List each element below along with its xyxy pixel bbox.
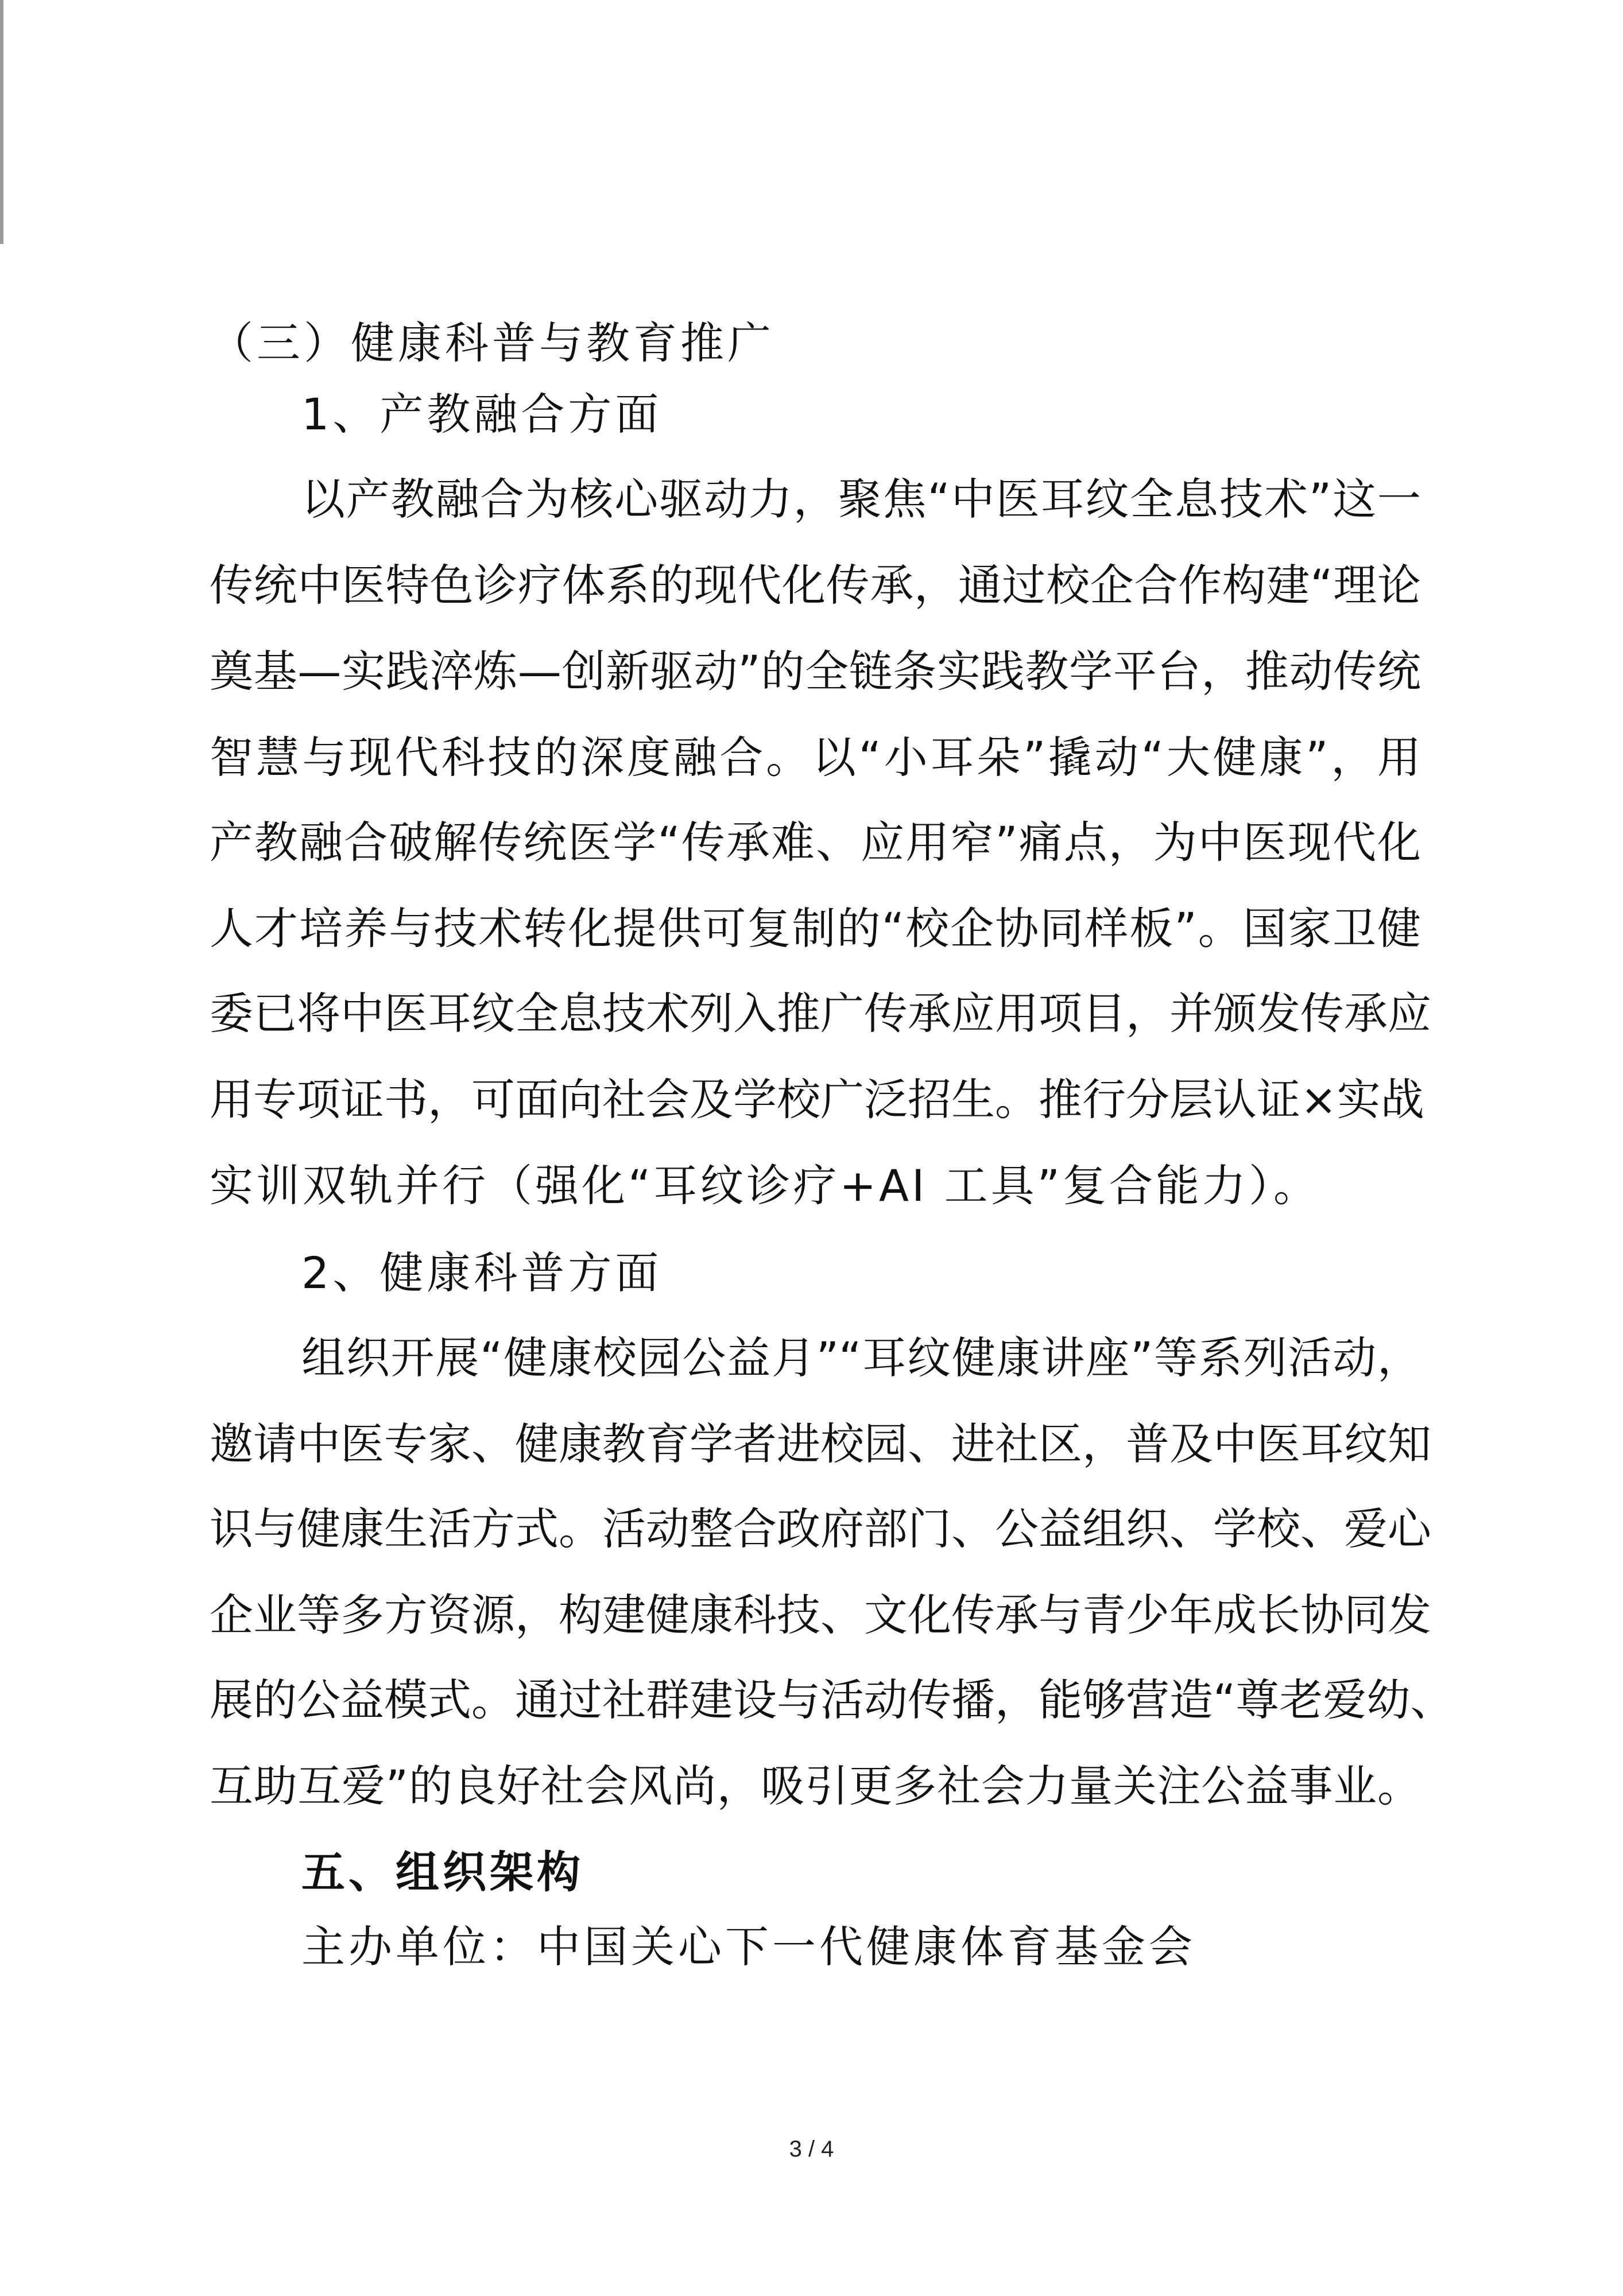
subsection-heading: 2、健康科普方面 [301, 1247, 663, 1298]
paragraph-line: 用专项证书，可面向社会及学校广泛招生。推行分层认证×实战 [210, 1074, 1424, 1125]
paragraph-line: 企业等多方资源，构建健康科技、文化传承与青少年成长协同发 [210, 1589, 1431, 1640]
paragraph-line: 组织开展“健康校园公益月”“耳纹健康讲座”等系列活动， [301, 1332, 1421, 1383]
paragraph-line: 邀请中医专家、健康教育学者进校园、进社区，普及中医耳纹知 [210, 1418, 1431, 1469]
scan-edge [0, 0, 3, 244]
paragraph-line: 互助互爱”的良好社会风尚，吸引更多社会力量关注公益事业。 [210, 1760, 1421, 1812]
paragraph-line: 智慧与现代科技的深度融合。以“小耳朵”撬动“大健康”，用 [210, 732, 1421, 783]
paragraph-line: 以产教融合为核心驱动力，聚焦“中医耳纹全息技术”这一 [301, 474, 1421, 525]
paragraph-line: 实训双轨并行（强化“耳纹诊疗+AI 工具”复合能力）。 [210, 1160, 1320, 1211]
paragraph-line: 产教融合破解传统医学“传承难、应用窄”痛点，为中医现代化 [210, 817, 1421, 868]
paragraph-line: 传统中医特色诊疗体系的现代化传承，通过校企合作构建“理论 [210, 560, 1421, 611]
section-heading: （三）健康科普与教育推广 [210, 317, 774, 369]
paragraph-line: 人才培养与技术转化提供可复制的“校企协同样板”。国家卫健 [210, 903, 1421, 954]
paragraph-line: 展的公益模式。通过社群建设与活动传播，能够营造“尊老爱幼、 [210, 1674, 1454, 1725]
paragraph-line: 识与健康生活方式。活动整合政府部门、公益组织、学校、爱心 [210, 1503, 1431, 1554]
paragraph-line: 委已将中医耳纹全息技术列入推广传承应用项目，并颁发传承应 [210, 988, 1431, 1039]
paragraph-line: 奠基—实践淬炼—创新驱动”的全链条实践教学平台，推动传统 [210, 646, 1421, 697]
subsection-heading: 1、产教融合方面 [301, 389, 663, 440]
page-number: 3 / 4 [789, 2136, 834, 2162]
section-heading: 五、组织架构 [301, 1847, 584, 1898]
organizer-line: 主办单位：中国关心下一代健康体育基金会 [301, 1921, 1196, 1972]
